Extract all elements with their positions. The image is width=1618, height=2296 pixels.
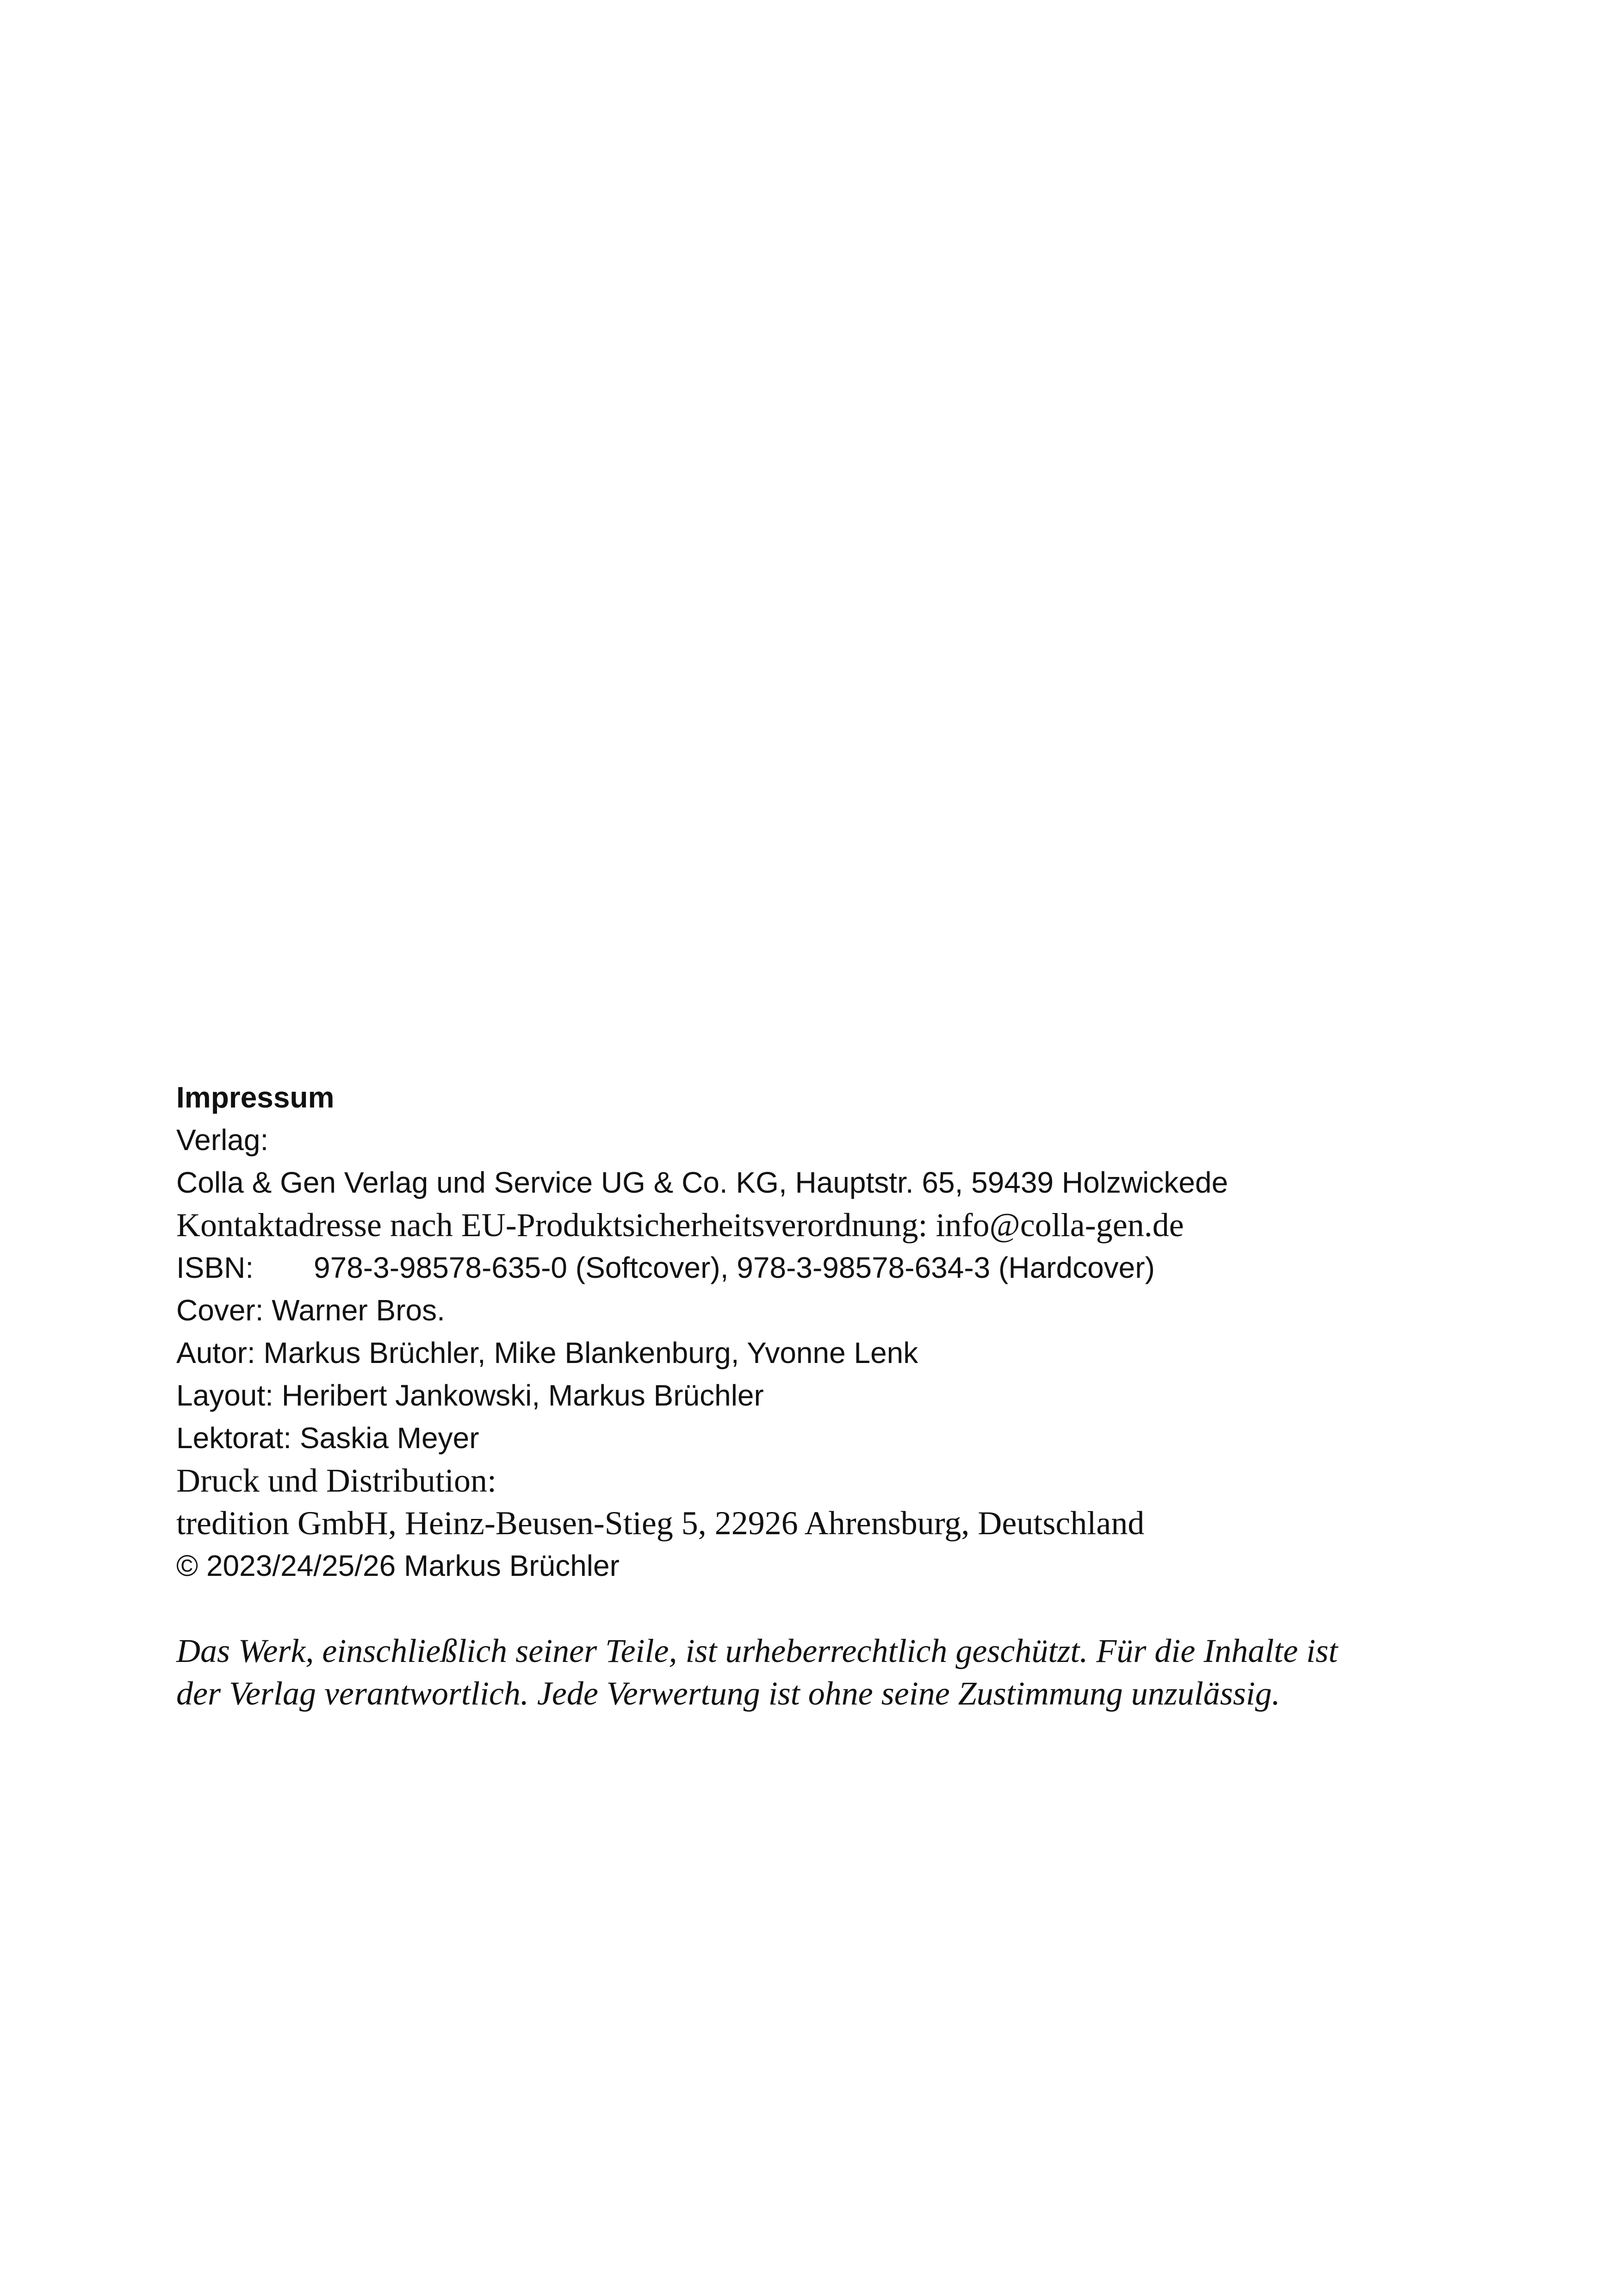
- printer-address: tredition GmbH, Heinz-Beusen-Stieg 5, 22926 Ahrensburg, Deutschland: [176, 1505, 1145, 1542]
- contact-address: Kontaktadresse nach EU-Produktsicherheitsverordnung: info@colla-gen.de: [176, 1207, 1184, 1244]
- notice-line: der Verlag verantwortlich. Jede Verwertung ist ohne seine Zustimmung unzulässig.: [176, 1675, 1280, 1712]
- imprint-title: Impressum: [176, 1081, 335, 1114]
- layout-credit: Layout: Heribert Jankowski, Markus Brüchler: [176, 1379, 764, 1412]
- cover-credit: Cover: Warner Bros.: [176, 1294, 445, 1327]
- copyright-notice: [176, 1630, 1389, 1715]
- notice-line: Das Werk, einschließlich seiner Teile, ist urheberrechtlich geschützt. Für die Inhalte ist: [176, 1632, 1338, 1669]
- author-credit: Autor: Markus Brüchler, Mike Blankenburg, Yvonne Lenk: [176, 1336, 918, 1369]
- isbn-label: ISBN:: [176, 1251, 254, 1284]
- isbn-line: [176, 1246, 1426, 1289]
- print-label: Druck und Distribution:: [176, 1462, 496, 1499]
- publisher-label: Verlag:: [176, 1123, 269, 1157]
- isbn-value: 978-3-98578-635-0 (Softcover), 978-3-98578-634-3 (Hardcover): [314, 1251, 1155, 1284]
- copyright-line: © 2023/24/25/26 Markus Brüchler: [176, 1549, 620, 1582]
- imprint-block: [176, 1076, 1426, 1715]
- publisher-address: Colla & Gen Verlag und Service UG & Co. KG, Hauptstr. 65, 59439 Holzwickede: [176, 1166, 1228, 1199]
- editing-credit: Lektorat: Saskia Meyer: [176, 1421, 479, 1455]
